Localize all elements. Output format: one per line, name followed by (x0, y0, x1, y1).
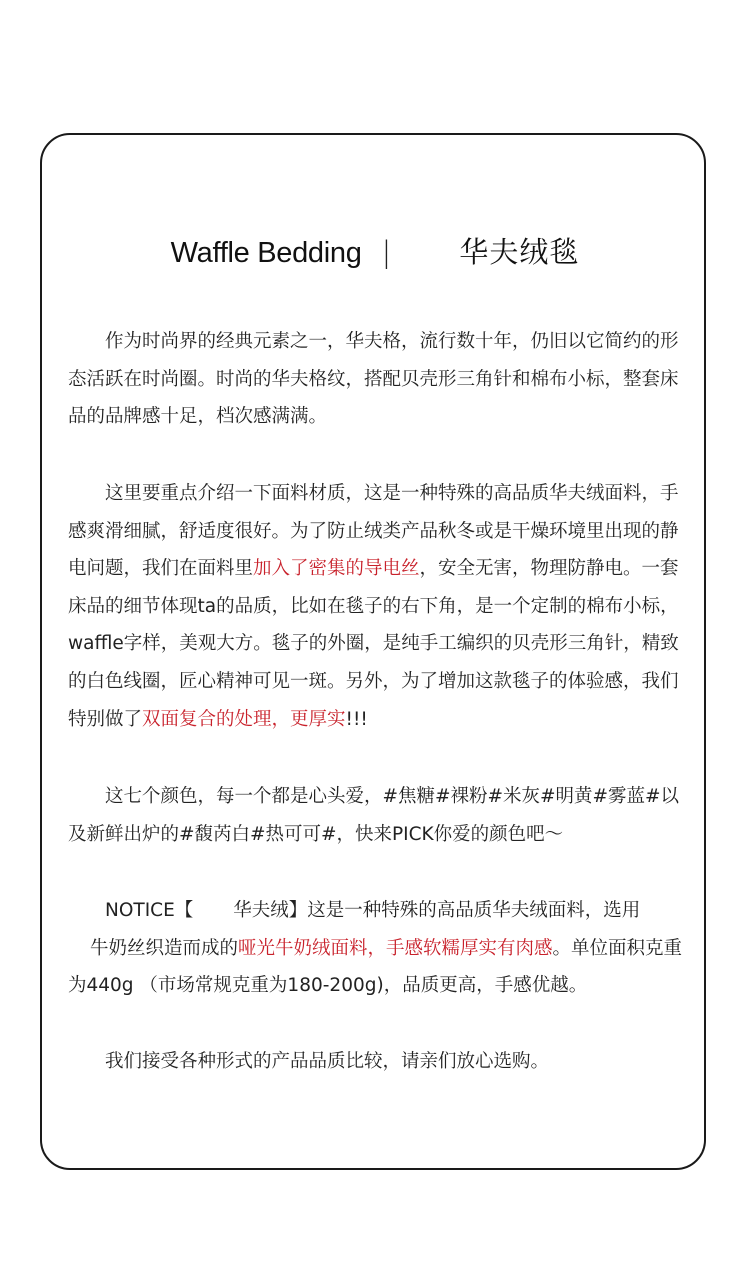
material-text-3: !!! (345, 708, 368, 730)
material-paragraph (68, 475, 686, 738)
notice-name: 华夫绒】这是一种特殊的高品质华夫绒面料，选用 (233, 900, 641, 921)
title-english: Waffle Bedding (170, 237, 362, 269)
page-title (0, 232, 750, 273)
material-text-1: 这里要重点介绍一下面料材质，这是一种特殊的高品质华夫绒面料，手感爽滑细腻，舒适度很好。为了防止绒类产品秋冬或是干燥环境里出现的静电问题，我们在面料里 (68, 483, 679, 580)
material-highlight-double-sided: 双面复合的处理，更厚实 (142, 708, 346, 730)
colors-paragraph: 这七个颜色，每一个都是心头爱，#焦糖#裸粉#米灰#明黄#雾蓝#以及新鲜出炉的#馥芮白#热可可#，快来PICK你爱的颜色吧～ (68, 786, 680, 845)
title-separator: | (381, 235, 392, 269)
notice-highlight: 哑光牛奶绒面料，手感软糯厚实有肉感 (238, 937, 553, 959)
material-text-2: ，安全无害，物理防静电。一套床品的细节体现ta的品质，比如在毯子的右下角，是一个定制的棉布小标，waffle字样，美观大方。毯子的外圈，是纯手工编织的贝壳形三角针，精致的白色线圈，匠心精神可见一斑。另外，为了增加这款毯子的体验感，我们特别做了 (68, 558, 679, 730)
intro-paragraph: 作为时尚界的经典元素之一，华夫格，流行数十年，仍旧以它简约的形态活跃在时尚圈。时尚的华夫格纹，搭配贝壳形三角针和棉布小标，整套床品的品牌感十足，档次感满满。 (68, 331, 679, 428)
notice-text-2: 。单位面积克重为440g （市场常规克重为180-200g)，品质更高，手感优越。 (68, 937, 683, 997)
closing-paragraph: 我们接受各种形式的产品品质比较，请亲们放心选购。 (105, 1051, 550, 1072)
notice-text-1: 牛奶丝织造而成的 (90, 937, 239, 959)
notice-label: NOTICE【 (105, 900, 194, 921)
notice-paragraph (68, 892, 686, 1005)
title-chinese: 华夫绒毯 (459, 235, 580, 269)
material-highlight-conductive: 加入了密集的导电丝 (253, 558, 420, 580)
